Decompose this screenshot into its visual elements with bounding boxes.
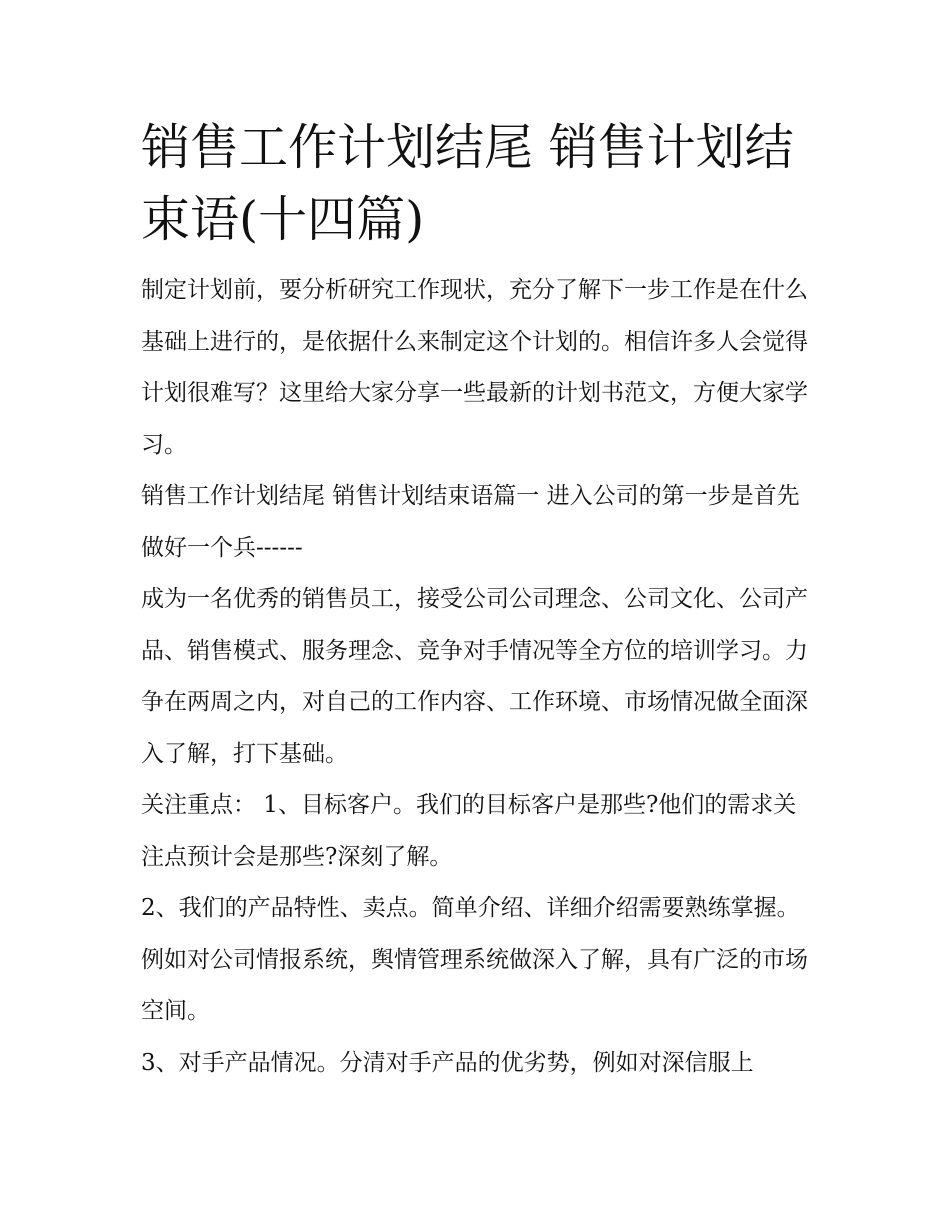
paragraph-focus-2: 2、我们的产品特性、卖点。简单介绍、详细介绍需要熟练掌握。例如对公司情报系统，舆情管理系统做深入了解，具有广泛的市场空间。 xyxy=(141,895,808,1024)
paragraph-section-heading: 销售工作计划结尾 销售计划结束语篇一 进入公司的第一步是首先做好一个兵------ xyxy=(141,483,800,561)
paragraph-focus-1: 关注重点： 1、目标客户。我们的目标客户是那些?他们的需求关注点预计会是那些?深刻了解。 xyxy=(141,792,797,870)
paragraph-focus-3: 3、对手产品情况。分清对手产品的优劣势，例如对深信服上 xyxy=(141,1049,754,1076)
document-title: 销售工作计划结尾 销售计划结束语(十四篇) xyxy=(141,119,794,248)
paragraph-training: 成为一名优秀的销售员工，接受公司公司理念、公司文化、公司产品、销售模式、服务理念、竞争对手情况等全方位的培训学习。力争在两周之内，对自己的工作内容、工作环境、市场情况做全面深入了解，打下基础。 xyxy=(141,586,808,767)
document-page xyxy=(141,112,813,1089)
paragraph-intro: 制定计划前，要分析研究工作现状，充分了解下一步工作是在什么基础上进行的，是依据什么来制定这个计划的。相信许多人会觉得计划很难写？这里给大家分享一些最新的计划书范文，方便大家学习。 xyxy=(141,277,808,458)
